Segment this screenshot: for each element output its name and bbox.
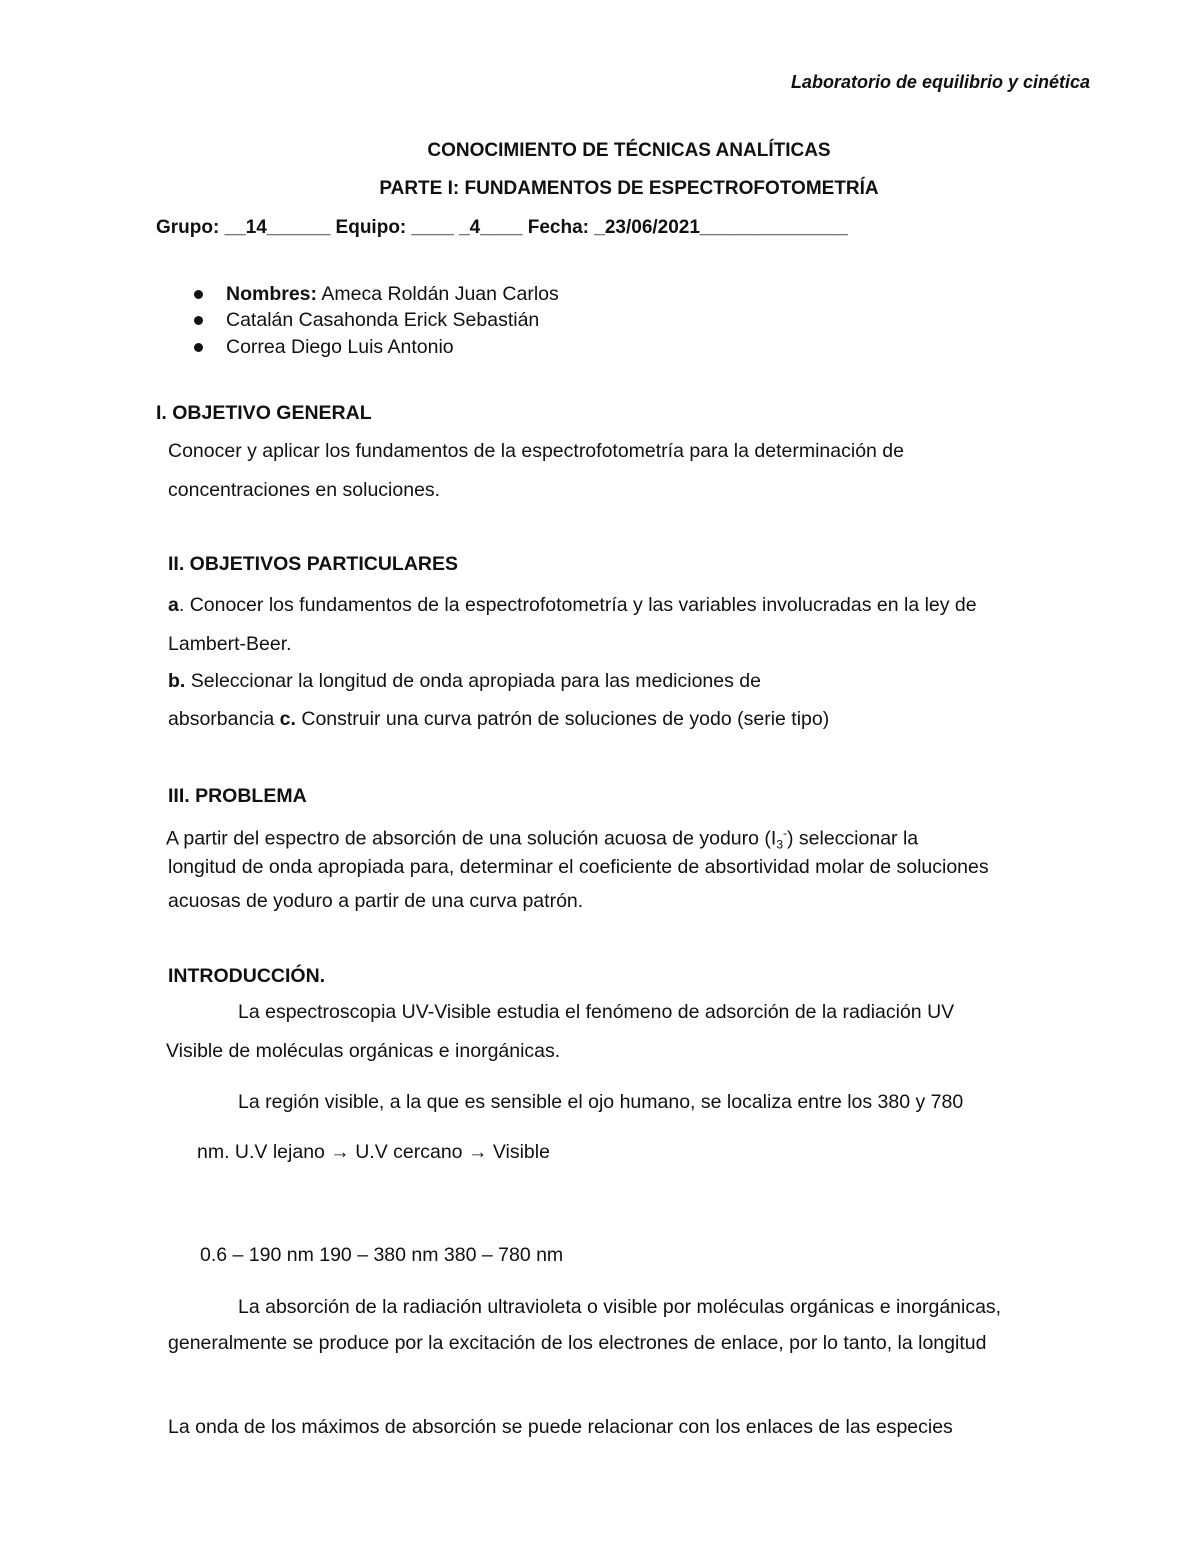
intro-p1-line-2: Visible de moléculas orgánicas e inorgánicas. xyxy=(166,1040,561,1062)
objetivo-b-c-line xyxy=(168,707,829,731)
bullet-icon xyxy=(194,290,203,299)
superscript-minus: - xyxy=(783,826,787,840)
problema-text-post: ) seleccionar la xyxy=(787,827,919,850)
item-c-text: Construir una curva patrón de soluciones de yodo (serie tipo) xyxy=(295,708,830,730)
document-title: CONOCIMIENTO DE TÉCNICAS ANALÍTICAS xyxy=(427,140,831,161)
intro-p1-line-1: La espectroscopia UV-Visible estudia el fenómeno de adsorción de la radiación UV xyxy=(238,1001,955,1023)
intro-p3-line-1: La absorción de la radiación ultravioleta o visible por moléculas orgánicas e inorgánicas, xyxy=(238,1296,1002,1318)
intro-ranges-line: 0.6 – 190 nm 190 – 380 nm 380 – 780 nm xyxy=(200,1244,564,1266)
intro-p2-line-1: La región visible, a la que es sensible el ojo humano, se localiza entre los 380 y 780 xyxy=(238,1091,964,1113)
problema-line-2: longitud de onda apropiada para, determinar el coeficiente de absortividad molar de soluciones xyxy=(168,856,989,878)
objetivo-b-line-1 xyxy=(168,669,761,693)
name-3: Correa Diego Luis Antonio xyxy=(226,336,454,358)
item-a-text: . Conocer los fundamentos de la espectrofotometría y las variables involucradas en la ley de xyxy=(178,594,977,616)
section-heading-objetivo-general: I. OBJETIVO GENERAL xyxy=(156,402,372,424)
problema-text-pre: A partir del espectro de absorción de una solución acuosa de yoduro (I xyxy=(166,827,777,850)
bullet-icon xyxy=(194,343,203,352)
subscript-3: 3 xyxy=(776,837,783,852)
name-1: Ameca Roldán Juan Carlos xyxy=(321,283,559,305)
name-2: Catalán Casahonda Erick Sebastián xyxy=(226,309,540,331)
item-b-text: Seleccionar la longitud de onda apropiada para las mediciones de xyxy=(185,670,761,692)
objetivo-a-line-2: Lambert-Beer. xyxy=(168,633,292,655)
running-header: Laboratorio de equilibrio y cinética xyxy=(790,72,1090,92)
objetivo-general-line-2: concentraciones en soluciones. xyxy=(168,479,441,501)
bullet-icon xyxy=(194,316,203,325)
item-a-label: a xyxy=(168,594,179,616)
intro-p3-line-2: generalmente se produce por la excitación de los electrones de enlace, por lo tanto, la longitud xyxy=(168,1332,987,1354)
names-label: Nombres: xyxy=(226,283,318,305)
intro-p4-line-1: La onda de los máximos de absorción se puede relacionar con los enlaces de las especies xyxy=(168,1416,953,1438)
document-subtitle: PARTE I: FUNDAMENTOS DE ESPECTROFOTOMETRÍA xyxy=(379,178,879,199)
intro-p2-line-2: nm. U.V lejano → U.V cercano → Visible xyxy=(197,1141,550,1163)
item-b-text-cont: absorbancia xyxy=(168,708,280,730)
problema-line-3: acuosas de yoduro a partir de una curva patrón. xyxy=(168,890,584,912)
group-team-date-line: Grupo: __14______ Equipo: ____ _4____ Fecha: _23/06/2021______________ xyxy=(156,217,848,238)
problema-line-1 xyxy=(166,821,918,857)
item-c-label: c. xyxy=(279,708,296,730)
section-heading-objetivos-particulares: II. OBJETIVOS PARTICULARES xyxy=(168,553,459,575)
objetivo-a-line-1 xyxy=(168,593,977,617)
objetivo-general-line-1: Conocer y aplicar los fundamentos de la espectrofotometría para la determinación de xyxy=(168,440,904,462)
section-heading-introduccion: INTRODUCCIÓN. xyxy=(168,965,326,987)
item-b-label: b. xyxy=(168,670,186,692)
section-heading-problema: III. PROBLEMA xyxy=(168,785,307,807)
list-item xyxy=(226,282,559,306)
